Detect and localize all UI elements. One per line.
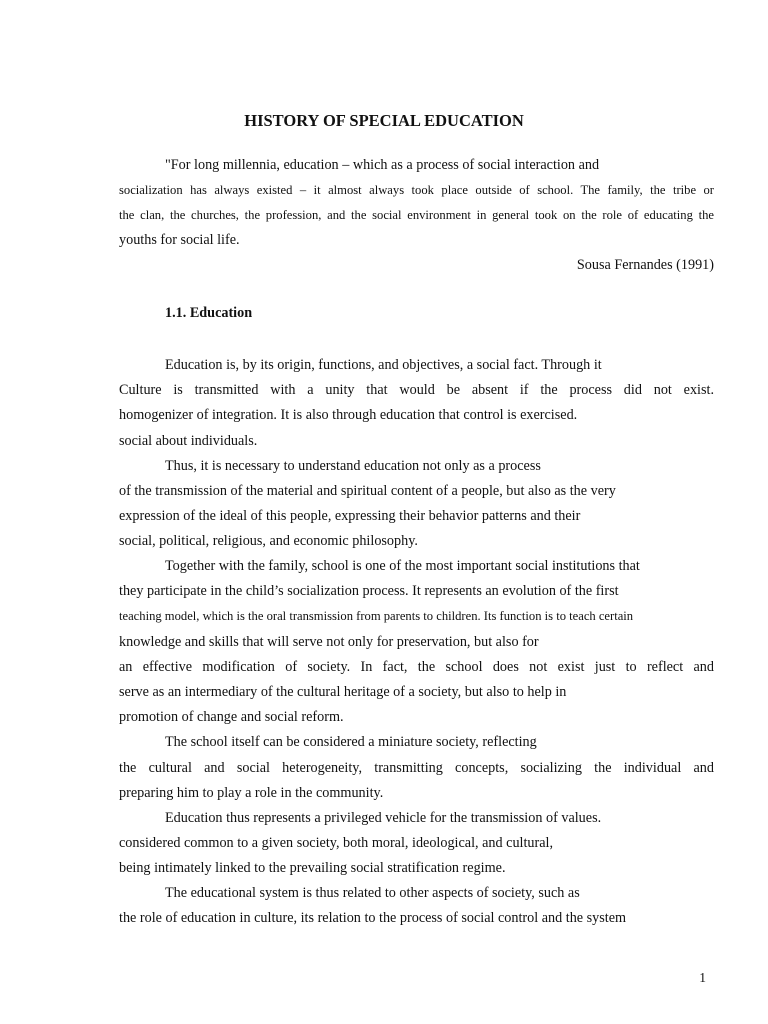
- body-line: The educational system is thus related to other aspects of society, such as: [165, 885, 580, 901]
- body-line: Education thus represents a privileged vehicle for the transmission of values.: [165, 810, 602, 826]
- body-line: Education is, by its origin, functions, and objectives, a social fact. Through it: [165, 357, 602, 373]
- body-line: The school itself can be considered a miniature society, reflecting: [165, 734, 537, 750]
- body-line: an effective modification of society. In fact, the school does not exist just to reflect and: [119, 659, 714, 675]
- body-line: Together with the family, school is one of the most important social institutions that: [165, 558, 640, 574]
- body-line: the role of education in culture, its relation to the process of social control and the system: [119, 910, 627, 926]
- quote-line: "For long millennia, education – which as a process of social interaction and: [165, 157, 600, 173]
- body-line: being intimately linked to the prevailing social stratification regime.: [119, 860, 506, 876]
- body-line: expression of the ideal of this people, expressing their behavior patterns and their: [119, 508, 581, 524]
- section-heading: 1.1. Education: [165, 305, 253, 321]
- quote-line: youths for social life.: [119, 232, 240, 248]
- body-line: social, political, religious, and economic philosophy.: [119, 533, 418, 549]
- body-line: Thus, it is necessary to understand education not only as a process: [165, 458, 541, 474]
- body-line: preparing him to play a role in the community.: [119, 785, 384, 801]
- body-line: Culture is transmitted with a unity that would be absent if the process did not exist.: [119, 382, 714, 398]
- body-line: they participate in the child’s socialization process. It represents an evolution of the first: [119, 583, 619, 599]
- quote-line: socialization has always existed – it almost always took place outside of school. The family, the tribe or: [119, 183, 714, 197]
- document-title: HISTORY OF SPECIAL EDUCATION: [244, 111, 524, 130]
- body-line: of the transmission of the material and spiritual content of a people, but also as the very: [119, 483, 616, 499]
- page-number: 1: [699, 970, 706, 985]
- body-line: homogenizer of integration. It is also through education that control is exercised.: [119, 407, 578, 423]
- body-line: knowledge and skills that will serve not only for preservation, but also for: [119, 634, 539, 650]
- body-line: promotion of change and social reform.: [119, 709, 344, 725]
- body-line: serve as an intermediary of the cultural heritage of a society, but also to help in: [119, 684, 567, 700]
- body-line: the cultural and social heterogeneity, transmitting concepts, socializing the individual and: [119, 760, 714, 776]
- quote-attribution: Sousa Fernandes (1991): [576, 257, 714, 273]
- body-line: considered common to a given society, both moral, ideological, and cultural,: [119, 835, 554, 851]
- body-line: teaching model, which is the oral transmission from parents to children. Its function is to teach certain: [119, 609, 634, 623]
- body-line: social about individuals.: [119, 433, 258, 449]
- quote-line: the clan, the churches, the profession, and the social environment in general took on the role of educating the: [119, 208, 714, 222]
